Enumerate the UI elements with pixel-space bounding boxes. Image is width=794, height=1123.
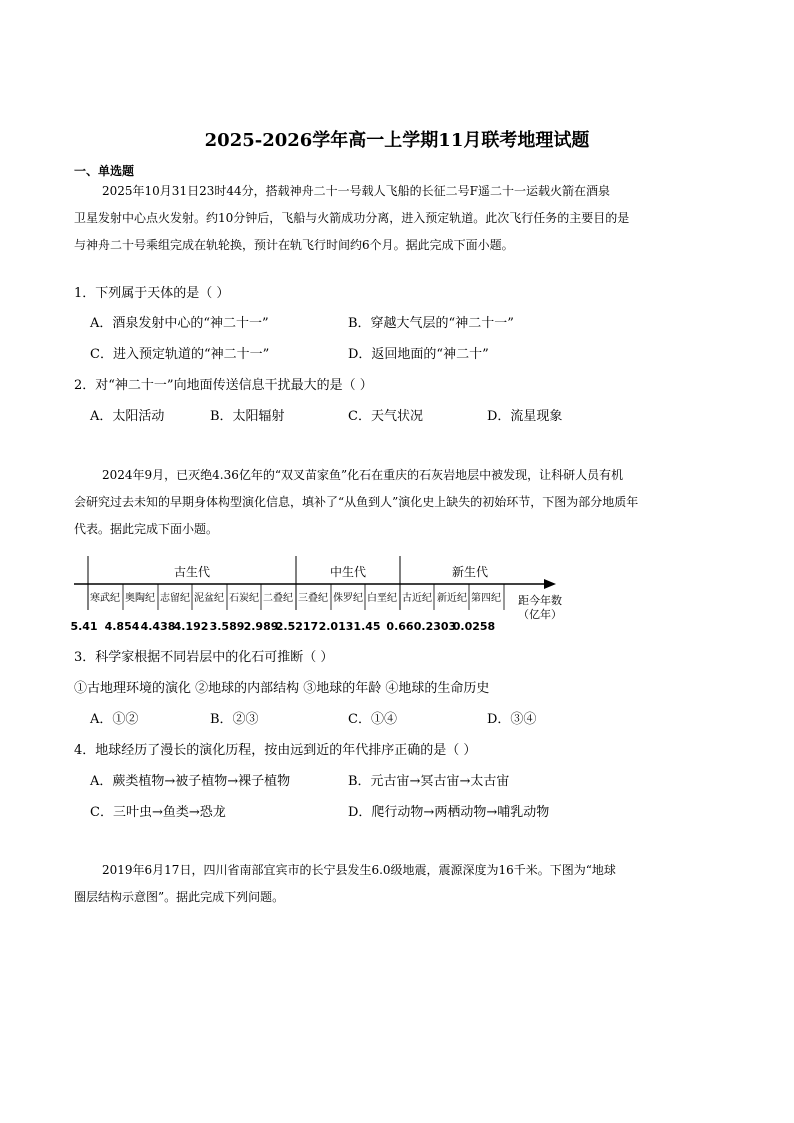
period-label: 新近纪	[437, 593, 467, 604]
axis-label-years: 距今年数	[518, 594, 562, 607]
question-3-statements: ①古地理环境的演化 ②地球的内部结构 ③地球的年龄 ④地球的生命历史	[74, 681, 490, 696]
passage-1-line-2: 卫星发射中心点火发射。约10分钟后，飞船与火箭成功分离，进入预定轨道。此次飞行任务的主要目的是	[74, 211, 630, 225]
period-label: 寒武纪	[90, 593, 120, 604]
question-1-option-b: B．穿越大气层的“神二十一”	[348, 316, 514, 331]
page-title: 2025-2026学年高一上学期11月联考地理试题	[204, 130, 590, 151]
passage-3-line-2: 圈层结构示意图”。据此完成下列问题。	[74, 890, 285, 904]
period-label: 泥盆纪	[194, 593, 224, 604]
period-label: 二叠纪	[263, 593, 293, 604]
question-1-option-a: A．酒泉发射中心的“神二十一”	[90, 316, 269, 331]
era-label-cenozoic: 新生代	[451, 565, 489, 579]
question-1-option-d: D．返回地面的“神二十”	[348, 347, 489, 362]
boundary-value: 4.192	[173, 620, 209, 633]
boundary-value: 2.013	[318, 620, 354, 633]
period-label: 古近纪	[402, 593, 432, 604]
question-4-option-a: A．蕨类植物→被子植物→裸子植物	[90, 774, 291, 789]
section-heading: 一、单选题	[74, 164, 135, 178]
period-label: 石炭纪	[229, 593, 259, 604]
passage-1-line-1: 2025年10月31日23时44分，搭载神舟二十一号载人飞船的长征二号F遥二十一运载火箭在酒泉	[102, 184, 610, 198]
question-4-stem: 4．地球经历了漫长的演化历程，按由远到近的年代排序正确的是（ ）	[74, 743, 477, 758]
boundary-value: 2.989	[243, 620, 279, 633]
question-2-option-d: D．流星现象	[487, 409, 563, 424]
geologic-timeline	[70, 554, 564, 644]
boundary-value: 0.66	[386, 620, 414, 633]
period-label: 三叠纪	[298, 593, 328, 604]
passage-1	[74, 178, 724, 259]
passage-2-line-3: 代表。据此完成下面小题。	[74, 522, 219, 536]
question-3-option-c: C．①④	[348, 712, 397, 727]
question-3-option-b: B．②③	[210, 712, 259, 727]
question-4-option-d: D．爬行动物→两栖动物→哺乳动物	[348, 805, 550, 820]
question-2-stem: 2．对“神二十一”向地面传送信息干扰最大的是（ ）	[74, 378, 373, 393]
boundary-value: 3.589	[209, 620, 245, 633]
question-3-option-d: D．③④	[487, 712, 537, 727]
question-2-option-c: C．天气状况	[348, 409, 423, 424]
question-3-stem: 3．科学家根据不同岩层中的化石可推断（ ）	[74, 650, 334, 665]
boundary-value: 2.5217	[275, 620, 319, 633]
period-label: 白垩纪	[367, 593, 397, 604]
question-4-option-c: C．三叶虫→鱼类→恐龙	[90, 805, 226, 820]
question-2-option-a: A．太阳活动	[90, 409, 165, 424]
period-label: 志留纪	[160, 593, 190, 604]
period-label: 奥陶纪	[125, 593, 155, 604]
question-3-option-a: A．①②	[90, 712, 139, 727]
question-1-option-c: C．进入预定轨道的“神二十一”	[90, 347, 270, 362]
passage-3	[74, 857, 724, 911]
axis-label-unit: （亿年）	[518, 608, 562, 621]
period-label: 侏罗纪	[333, 593, 363, 604]
passage-2	[74, 462, 724, 543]
passage-2-line-1: 2024年9月，已灭绝4.36亿年的“双叉苗家鱼”化石在重庆的石灰岩地层中被发现，让科研人员有机	[102, 468, 624, 482]
question-2-option-b: B．太阳辐射	[210, 409, 285, 424]
timeline-arrow	[544, 579, 556, 589]
question-1-stem: 1．下列属于天体的是（ ）	[74, 286, 230, 301]
question-4-option-b: B．元古宙→冥古宙→太古宙	[348, 774, 510, 789]
boundary-value: 4.438	[140, 620, 176, 633]
boundary-value: 1.45	[353, 620, 381, 633]
boundary-value: 4.854	[104, 620, 140, 633]
passage-3-line-1: 2019年6月17日，四川省南部宜宾市的长宁县发生6.0级地震，震源深度为16千米。下图为“地球	[102, 863, 616, 877]
passage-2-line-2: 会研究过去未知的早期身体构型演化信息，填补了“从鱼到人”演化史上缺失的初始环节，下图为部分地质年	[74, 495, 639, 509]
boundary-value: 0.2303	[413, 620, 457, 633]
boundary-value: 0.0258	[452, 620, 496, 633]
era-label-mesozoic: 中生代	[329, 565, 367, 579]
era-label-paleozoic: 古生代	[173, 565, 211, 579]
boundary-value: 5.41	[70, 620, 98, 633]
period-label: 第四纪	[471, 593, 501, 604]
passage-1-line-3: 与神舟二十号乘组完成在轨轮换，预计在轨飞行时间约6个月。据此完成下面小题。	[74, 238, 514, 252]
